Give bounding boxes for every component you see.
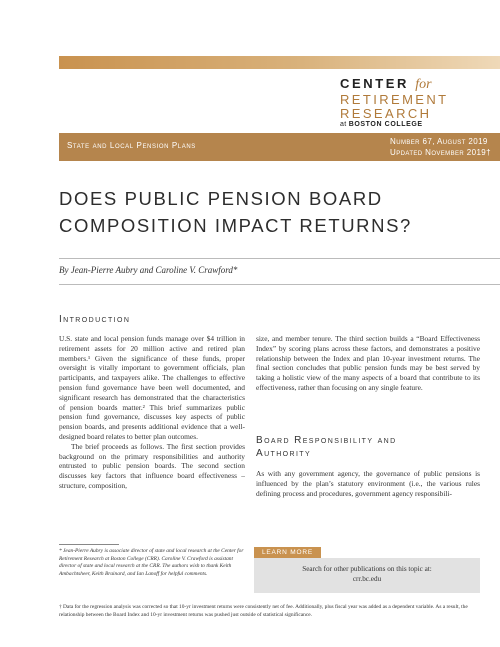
logo-college: BOSTON COLLEGE — [348, 121, 423, 128]
logo-for: for — [415, 77, 432, 92]
board-heading-line-2: Authority — [256, 448, 312, 459]
introduction-heading: Introduction — [59, 314, 131, 325]
issue-number-date: Number 67, August 2019 — [390, 137, 488, 146]
issue-info — [390, 136, 491, 158]
learn-more-text: Search for other publications on this topic at: — [302, 565, 432, 573]
byline: By Jean-Pierre Aubry and Caroline V. Crawford* — [59, 265, 238, 275]
intro-paragraph-1: U.S. state and local pension funds manage over $4 trillion in retirement assets for 20 million active and retired plan members.¹ Given the significance of these funds, proper oversight is vitally important to government officials, plan participants, and taxpayers alike. The challenges to effective pension fund governance have been well documented, and significant research has demonstrated that the characteristics of pension boards matter.² This brief summarizes public pension fund governance, discusses key aspects of public pension boards, and presents additional evidence that a well-designed board relates to better plan outcomes. — [59, 334, 245, 441]
crr-logo — [340, 76, 490, 128]
board-responsibility-heading — [256, 434, 397, 460]
learn-more-tab: LEARN MORE — [254, 547, 321, 558]
right-column-top — [256, 334, 480, 393]
learn-more-link[interactable]: crr.bc.edu — [352, 575, 382, 583]
learn-more-box — [254, 547, 480, 593]
learn-more-body — [254, 558, 480, 593]
right-column-bottom — [256, 469, 480, 498]
intro-paragraph-2: The brief proceeds as follows. The first section provides background on the primary responsibilities and authority entrusted to public pension boards. The second section discusses key factors that influence board effectiveness – structure, composition, — [59, 441, 245, 490]
series-band — [59, 133, 500, 161]
author-footnote: * Jean-Pierre Aubry is associate director of state and local research at the Center for Retirement Research at Boston College (CRR). Caroline V. Crawford is assistant director of state and local research at the CRR. The authors wish to thank Keith Ambachtsheer, Keith Brainard, and Ian Lanoff for helpful comments. — [59, 548, 244, 577]
series-label: State and Local Pension Plans — [67, 141, 196, 150]
issue-updated: Updated November 2019† — [390, 148, 491, 157]
logo-center: CENTER — [340, 76, 410, 91]
logo-retirement: RETIREMENT — [340, 92, 449, 107]
left-column — [59, 334, 245, 491]
top-color-band — [59, 56, 500, 69]
intro-paragraph-3: size, and member tenure. The third section builds a “Board Effectiveness Index” by scoring plans across these factors, and demonstrates a positive relationship between the Index and plan 10-year investment returns. The final section concludes that public pension funds may be best served by taking a holistic view of the many aspects of a board that contribute to its effectiveness, rather than focusing on any single feature. — [256, 334, 480, 392]
title-line-2: COMPOSITION IMPACT RETURNS? — [59, 215, 412, 236]
title-divider — [59, 258, 500, 259]
board-heading-line-1: Board Responsibility and — [256, 435, 397, 446]
page-title — [59, 185, 479, 239]
footnote-rule — [59, 544, 119, 545]
logo-research: RESEARCH — [340, 106, 432, 121]
board-paragraph-1: As with any government agency, the governance of public pensions is influenced by the plan’s statutory environment (i.e., the various rules defining process and procedures, government agency responsibili- — [256, 469, 480, 498]
update-note: † Data for the regression analysis was corrected so that 10-yr investment returns were consistently net of fee. Additionally, plus fiscal year was added as a dependent variable. As a result, the relationship between the Board Index and 10-yr investment returns was pushed just outside of statistical significance. — [59, 604, 468, 618]
byline-divider — [59, 284, 500, 285]
title-line-1: DOES PUBLIC PENSION BOARD — [59, 188, 383, 209]
logo-at: at — [340, 121, 347, 128]
